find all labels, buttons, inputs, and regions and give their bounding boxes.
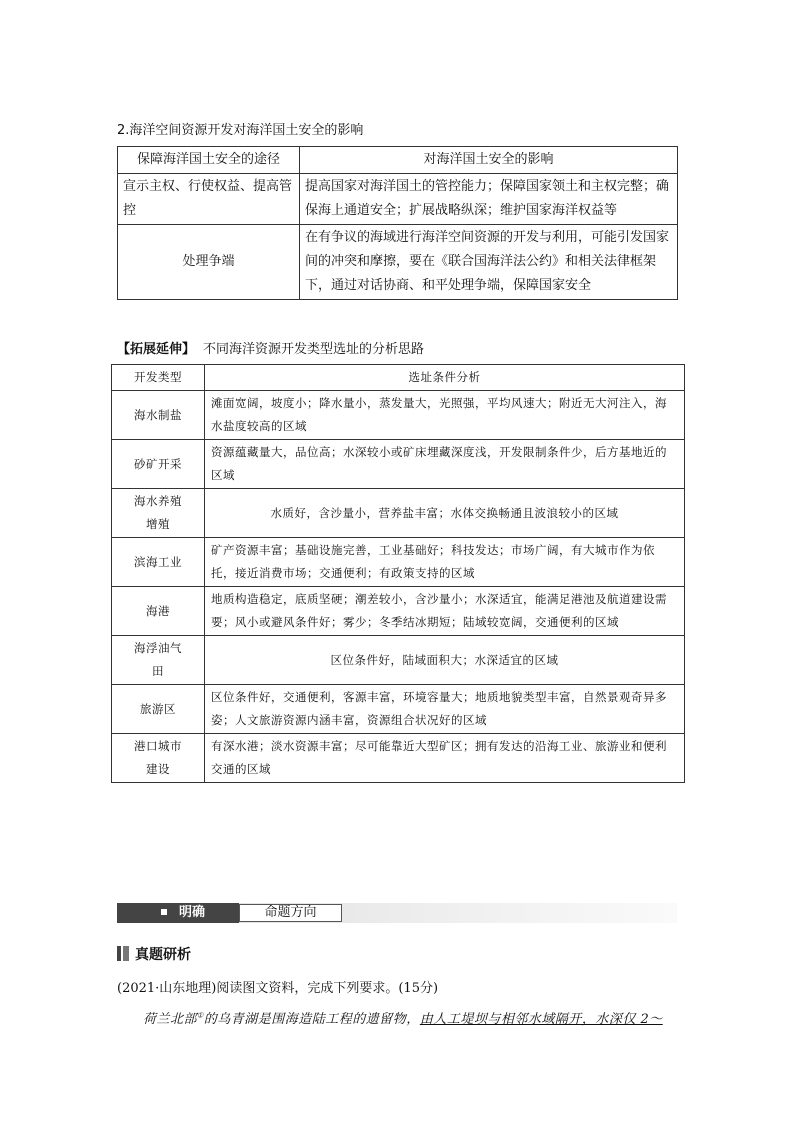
section-banner <box>117 903 677 923</box>
footnote-marker: ① <box>197 1011 204 1020</box>
table-row <box>112 734 685 783</box>
table-row <box>112 636 685 685</box>
passage-underlined: 由人工堤坝与相邻水域隔开，水深仅 2～ <box>419 1012 663 1027</box>
banner-dark-label: 明确 <box>179 905 206 920</box>
table-row <box>112 685 685 734</box>
banner-light-label: 命题方向 <box>239 904 342 922</box>
bar-marker-icon <box>117 946 121 961</box>
analysis-cell: 区位条件好，交通便利，客源丰富，环境容量大；地质地貌类型丰富，自然景观奇异多姿；人文旅游资源内涵丰富，资源组合状况好的区域 <box>205 685 685 734</box>
banner-dark-tab <box>117 903 239 923</box>
analysis-cell: 有深水港；淡水资源丰富；尽可能靠近大型矿区；拥有发达的沿海工业、旅游业和便利交通的区域 <box>205 734 685 783</box>
table-row <box>112 440 685 489</box>
table-row <box>112 538 685 587</box>
type-cell: 海港 <box>112 587 205 636</box>
impact-cell: 提高国家对海洋国土的管控能力；保障国家领土和主权完整；确保海上通道安全；扩展战略纵深；维护国家海洋权益等 <box>300 174 678 225</box>
analysis-cell: 滩面宽阔，坡度小；降水量小，蒸发量大，光照强，平均风速大；附近无大河注入，海水盐度较高的区域 <box>205 391 685 440</box>
analysis-cell: 矿产资源丰富；基础设施完善，工业基础好；科技发达；市场广阔，有大城市作为依托，接近消费市场；交通便利；有政策支持的区域 <box>205 538 685 587</box>
passage-part: 荷兰北部 <box>143 1012 198 1027</box>
table-row <box>112 391 685 440</box>
analysis-cell: 资源蕴藏量大，品位高；水深较小或矿床埋藏深度浅，开发限制条件少，后方基地近的区域 <box>205 440 685 489</box>
subheading <box>117 944 191 964</box>
type-cell: 海浮油气田 <box>112 636 205 685</box>
analysis-cell: 水质好，含沙量小，营养盐丰富；水体交换畅通且波浪较小的区域 <box>205 489 685 538</box>
analysis-cell: 地质构造稳定，底质坚硬；潮差较小，含沙量小；水深适宜，能满足港池及航道建设需要；风小或避风条件好；雾少；冬季结冰期短；陆域较宽阔，交通便利的区域 <box>205 587 685 636</box>
table-row <box>112 489 685 538</box>
table-row <box>118 225 678 300</box>
type-cell: 港口城市建设 <box>112 734 205 783</box>
header-cell-analysis: 选址条件分析 <box>205 365 685 391</box>
square-bullet-icon <box>161 909 167 915</box>
type-cell: 砂矿开采 <box>112 440 205 489</box>
type-cell: 海水制盐 <box>112 391 205 440</box>
section-title: 2.海洋空间资源开发对海洋国土安全的影响 <box>117 123 364 138</box>
table-header-row <box>118 147 678 174</box>
passage-text <box>143 1008 663 1027</box>
extension-title: 不同海洋资源开发类型选址的分析思路 <box>203 342 425 357</box>
impact-cell: 在有争议的海域进行海洋空间资源的开发与利用，可能引发国家间的冲突和摩擦，要在《联合国海洋法公约》和相关法律框架下，通过对话协商、和平处理争端，保障国家安全 <box>300 225 678 300</box>
type-cell: 海水养殖增殖 <box>112 489 205 538</box>
question-prompt: (2021·山东地理)阅读图文资料，完成下列要求。(15分) <box>117 981 439 996</box>
passage-part: 的乌青湖是围海造陆工程的遗留物， <box>203 1012 420 1027</box>
extension-label: 【拓展延伸】 <box>117 342 196 357</box>
type-cell: 旅游区 <box>112 685 205 734</box>
security-impact-table <box>117 146 678 300</box>
analysis-cell: 区位条件好，陆域面积大；水深适宜的区域 <box>205 636 685 685</box>
path-cell: 宣示主权、行使权益、提高管控 <box>118 174 300 225</box>
table-row <box>118 174 678 225</box>
type-cell: 滨海工业 <box>112 538 205 587</box>
extension-heading <box>117 338 424 357</box>
table-row <box>112 587 685 636</box>
table-header-row <box>112 365 685 391</box>
site-selection-table <box>111 364 685 783</box>
subheading-text: 真题研析 <box>135 947 191 963</box>
header-cell-impact: 对海洋国土安全的影响 <box>300 147 678 174</box>
bar-marker-icon <box>123 946 129 961</box>
header-cell-type: 开发类型 <box>112 365 205 391</box>
path-cell: 处理争端 <box>118 225 300 300</box>
header-cell-path: 保障海洋国土安全的途径 <box>118 147 300 174</box>
